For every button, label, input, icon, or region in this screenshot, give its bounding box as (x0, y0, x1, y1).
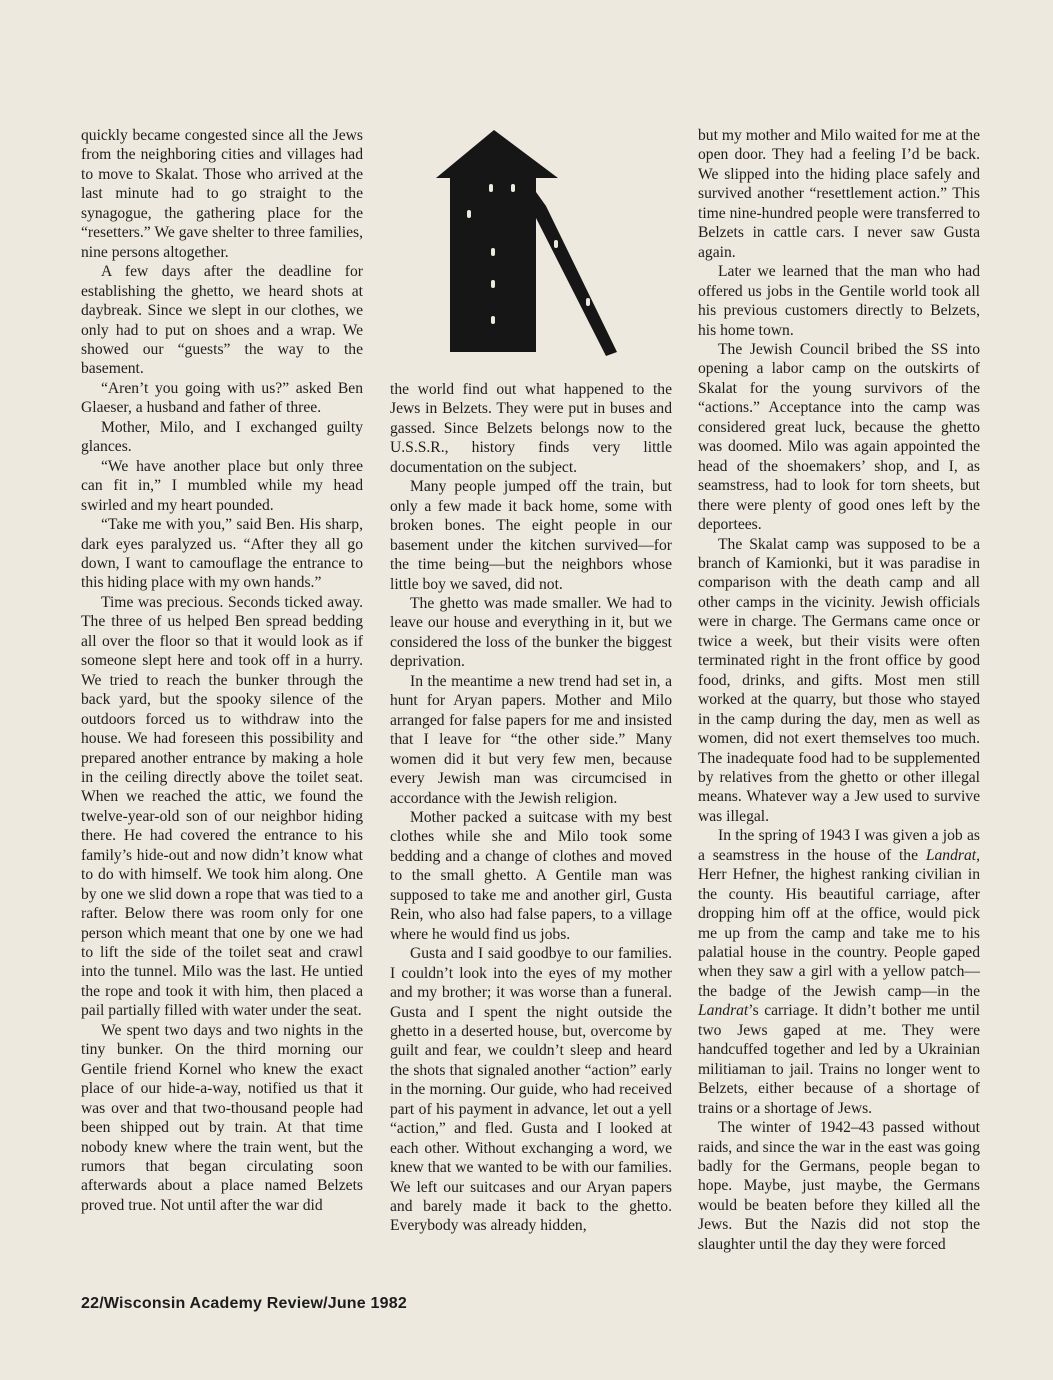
column-left (81, 126, 363, 1215)
paragraph: The winter of 1942–43 passed without raids, and since the war in the east was going badly for the Germans, people began to hope. Maybe, just maybe, the Germans would be beaten before they killed all the Jews. But the Nazis did not stop the slaughter until the day they were forced (698, 1119, 980, 1253)
paragraph: the world find out what happened to the Jews in Belzets. They were put in buses and gassed. Since Belzets belongs now to the U.S.S.R., history finds very little documentation on the subject. (390, 381, 672, 476)
paragraph: “We have another place but only three can fit in,” I mumbled while my head swirled and my heart pounded. (81, 457, 363, 514)
paragraph: quickly became congested since all the Jews from the neighboring cities and villages had to move to Skalat. Those who arrived at the last minute had to go straight to the synagogue, the gathering place for the “resetters.” We gave shelter to three families, nine persons altogether. (81, 127, 363, 261)
paragraph: Time was precious. Seconds ticked away. The three of us helped Ben spread bedding all over the floor so that it would look as if someone slept here and took off in a hurry. We tried to reach the bunker through the back yard, but the spooky silence of the outdoors forced us to withdraw into the house. We had foreseen this possibility and prepared another entrance by making a hole in the ceiling directly above the toilet seat. When we reached the attic, we found the twelve-year-old son of our neighbor hiding there. He had covered the entrance to his family’s hide-out and now didn’t know what to do with himself. We took him along. One by one we slid down a rope that was tied to a rafter. Below there was room only for one person which meant that one by one we had to lift the side of the toilet seat and crawl into the tunnel. Milo was the last. He untied the rope and took it with him, then placed a pail partially filled with water under the seat. (81, 593, 363, 1020)
paragraph: We spent two days and two nights in the tiny bunker. On the third morning our Gentile friend Kornel who knew the exact place of our hide-a-way, notified us that it was over and that two-thousand people had been shipped out by train. At that time nobody knew where the train went, but the rumors that began circulating soon afterwards about a place named Belzets proved true. Not until after the war did (81, 1021, 363, 1214)
paragraph: The ghetto was made smaller. We had to leave our house and everything in it, but we considered the loss of the bunker the biggest deprivation. (390, 594, 672, 671)
paragraph: In the meantime a new trend had set in, a hunt for Aryan papers. Mother and Milo arranged for false papers for me and insisted that I leave for “the other side.” Many women did it but very few men, because every Jewish man was circumcised in accordance with the Jewish religion. (390, 672, 672, 807)
italic-term: Landrat (698, 1002, 749, 1020)
paragraph: Many people jumped off the train, but only a few made it back home, some with broken bones. The eight people in our basement under the kitchen survived—for the time being—but the neighbors whose little boy we saved, did not. (390, 478, 672, 593)
text-run: In the spring of 1943 I was given a job as a seamstress in the house of the (698, 827, 980, 864)
paragraph: Gusta and I said goodbye to our families. I couldn’t look into the eyes of my mother and my brother; it was worse than a funeral. Gusta and I spent the night outside the ghetto in a deserted house, but, overcome by guilt and fear, we couldn’t sleep and heard the shots that signaled another “action” early in the morning. Our guide, who had received part of his payment in advance, let out a yell “action,” and fled. Gusta and I looked at each other. Without exchanging a word, we knew that we wanted to be with our families. We left our suitcases and our Aryan papers and barely made it back to the ghetto. Everybody was already hidden, (390, 945, 672, 1235)
italic-term: Landrat, (925, 846, 980, 864)
paragraph: Later we learned that the man who had offered us jobs in the Gentile world took all his previous customers directly to Belzets, his home town. (698, 263, 980, 339)
text-run: Herr Hefner, the highest ranking civilian in the county. His beautiful carriage, after dropping him off at the office, would pick me up from the camp and take me to his palatial house in the country. People gaped when they saw a girl with a yellow patch—the badge of the Jewish camp—in the (698, 866, 980, 1000)
paragraph: The Skalat camp was supposed to be a branch of Kamionki, but it was paradise in comparison with the death camp and all other camps in the vicinity. Jewish officials were in charge. The Germans came once or twice a week, but their visits were often terminated right in the front office by good food, drinks, and gifts. Most men still worked at the quarry, but those who stayed in the camp during the day, men as well as women, did not exert themselves too much. The inadequate food had to be supplemented by relatives from the ghetto or other illegal means. Whatever way a Jew used to survive was illegal. (698, 535, 980, 825)
paragraph: Mother, Milo, and I exchanged guilty glances. (81, 418, 363, 456)
paragraph: A few days after the deadline for establishing the ghetto, we heard shots at daybreak. Since we slept in our clothes, we only had to put on shoes and a wrap. We showed our “guests” the way to the basement. (81, 263, 363, 378)
paragraph: The Jewish Council bribed the SS into opening a labor camp on the outskirts of Skalat for the young survivors of the “actions.” Acceptance into the camp was considered great luck, because the ghetto was doomed. Milo was again appointed the head of the shoemakers’ shop, and I, as seamstress, had to look for torn sheets, but there were plenty of good ones left by the deportees. (698, 340, 980, 534)
watchtower-illustration (436, 130, 622, 362)
paragraph: “Aren’t you going with us?” asked Ben Glaeser, a husband and father of three. (81, 379, 363, 417)
text-run: ’s carriage. It didn’t bother me until two Jews gaped at me. They were handcuffed together and led by a Ukrainian militiaman to jail. Trains no longer went to Belzets, either because of a shortage of trains or a shortage of Jews. (698, 1002, 980, 1117)
column-middle (390, 380, 672, 1236)
paragraph: but my mother and Milo waited for me at the open door. They had a feeling I’d be back. We slipped into the hiding place safely and survived another “resettlement action.” This time nine-hundred people were transferred to Belzets in cattle cars. I never saw Gusta again. (698, 127, 980, 261)
paragraph (698, 826, 980, 1118)
paragraph: “Take me with you,” said Ben. His sharp, dark eyes paralyzed us. “After they all go down, I want to camouflage the entrance to this hiding place with my own hands.” (81, 516, 363, 592)
page-footer: 22/Wisconsin Academy Review/June 1982 (81, 1295, 407, 1312)
column-right (698, 126, 980, 1254)
paragraph: Mother packed a suitcase with my best clothes while she and Milo took some bedding and a change of clothes and moved to the small ghetto. A Gentile man was supposed to take me and another girl, Gusta Rein, who also had false papers, to a village where he would find us jobs. (390, 808, 672, 943)
